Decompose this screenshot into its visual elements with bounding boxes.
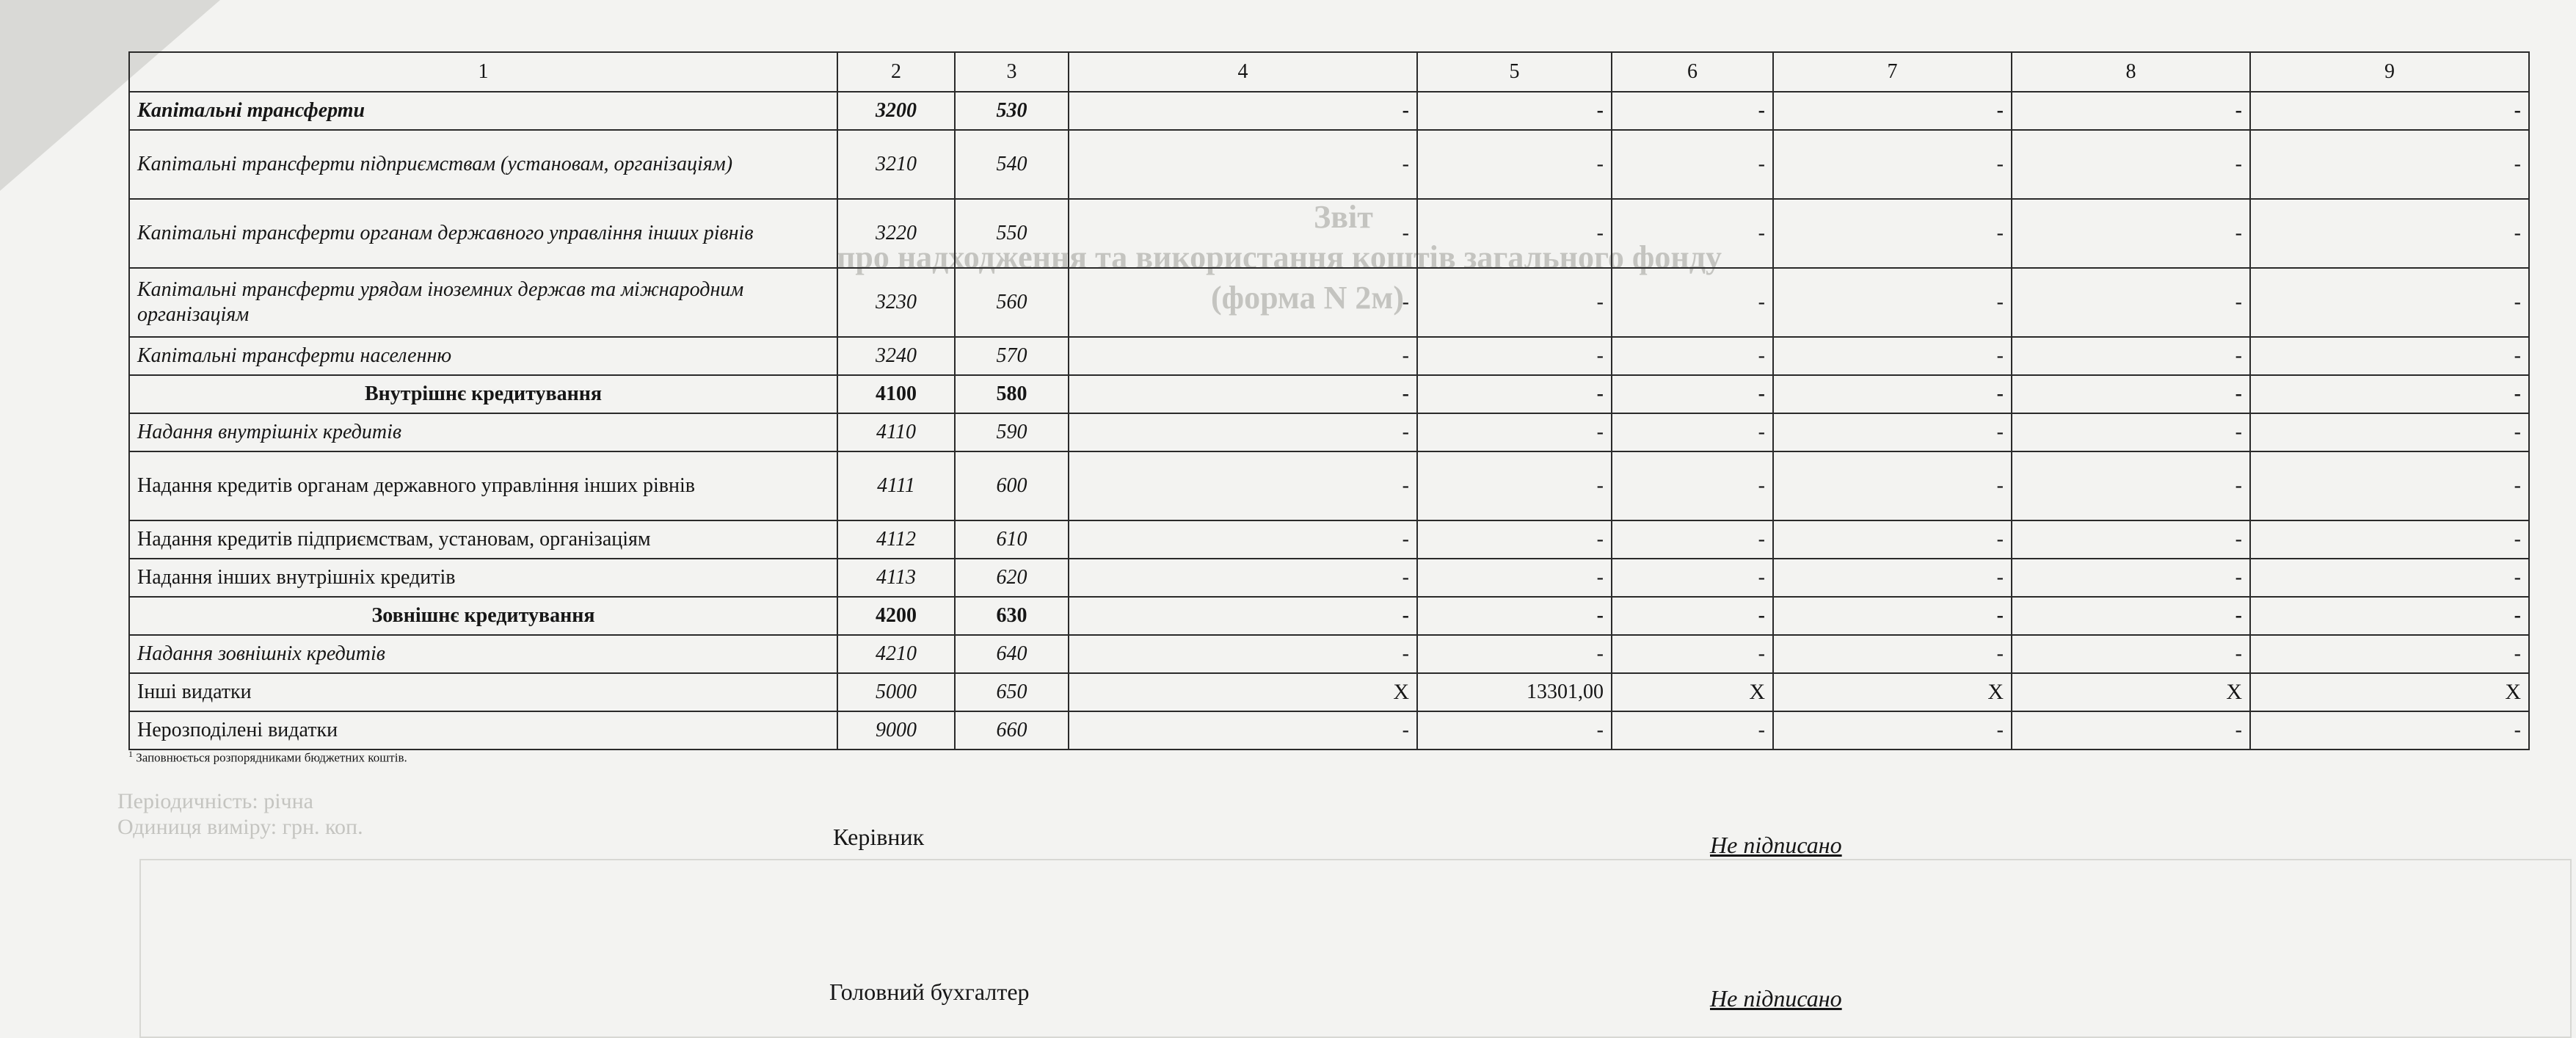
cell-col8: - [2012,451,2250,520]
row-kekv: 5000 [837,673,955,711]
cell-col9: - [2250,92,2529,130]
cell-col7: - [1773,711,2012,750]
row-code: 530 [955,92,1069,130]
row-name: Нерозподілені видатки [129,711,837,750]
cell-col4: - [1069,375,1417,413]
row-kekv: 4111 [837,451,955,520]
cell-col8: Х [2012,673,2250,711]
cell-col7: - [1773,337,2012,375]
table-row [129,130,2529,199]
cell-col4: - [1069,268,1417,337]
row-code: 570 [955,337,1069,375]
cell-col4: - [1069,451,1417,520]
cell-col4: - [1069,559,1417,597]
row-name: Надання внутрішніх кредитів [129,413,837,451]
cell-col9: - [2250,635,2529,673]
row-kekv: 3230 [837,268,955,337]
cell-col5: - [1417,711,1612,750]
cell-col6: - [1612,635,1773,673]
table-row [129,337,2529,375]
background-ghost-title: Звіт [1314,199,1373,235]
cell-col4: - [1069,337,1417,375]
cell-col6: - [1612,199,1773,268]
background-ghost-period: Періодичність: річна [117,789,313,813]
cell-col5: - [1417,375,1612,413]
cell-col7: - [1773,597,2012,635]
cell-col8: - [2012,268,2250,337]
cell-col9: - [2250,375,2529,413]
footnote-text: Заповнюється розпорядниками бюджетних коштів. [136,750,407,765]
cell-col9: - [2250,559,2529,597]
cell-col9: - [2250,711,2529,750]
table-row [129,597,2529,635]
col-header-6: 6 [1612,52,1773,92]
cell-col5: - [1417,520,1612,559]
cell-col4: - [1069,199,1417,268]
row-name: Зовнішнє кредитування [129,597,837,635]
table-row [129,673,2529,711]
cell-col6: - [1612,520,1773,559]
cell-col9: - [2250,451,2529,520]
cell-col4: - [1069,520,1417,559]
cell-col6: - [1612,337,1773,375]
table-row [129,268,2529,337]
row-kekv: 3240 [837,337,955,375]
row-kekv: 4100 [837,375,955,413]
cell-col8: - [2012,559,2250,597]
cell-col7: Х [1773,673,2012,711]
cell-col6: - [1612,559,1773,597]
row-code: 660 [955,711,1069,750]
col-header-3: 3 [955,52,1069,92]
cell-col9: - [2250,130,2529,199]
row-name: Надання зовнішніх кредитів [129,635,837,673]
table-row [129,711,2529,750]
cell-col9: - [2250,199,2529,268]
table-row [129,559,2529,597]
row-code: 540 [955,130,1069,199]
cell-col7: - [1773,520,2012,559]
cell-col7: - [1773,413,2012,451]
row-name: Капітальні трансферти населенню [129,337,837,375]
background-ghost-form: (форма N 2м) [1211,280,1404,316]
cell-col6: - [1612,92,1773,130]
cell-col8: - [2012,199,2250,268]
row-code: 650 [955,673,1069,711]
cell-col6: - [1612,375,1773,413]
cell-col9: - [2250,597,2529,635]
col-header-7: 7 [1773,52,2012,92]
accountant-signature-status: Не підписано [1710,985,1842,1012]
cell-col6: - [1612,711,1773,750]
table-row [129,375,2529,413]
cell-col8: - [2012,520,2250,559]
cell-col6: Х [1612,673,1773,711]
cell-col5: - [1417,92,1612,130]
cell-col5: 13301,00 [1417,673,1612,711]
cell-col7: - [1773,451,2012,520]
background-ghost-table [139,859,2572,1038]
table-header-row [129,52,2529,92]
cell-col8: - [2012,130,2250,199]
cell-col5: - [1417,337,1612,375]
cell-col5: - [1417,597,1612,635]
row-kekv: 9000 [837,711,955,750]
cell-col9: - [2250,337,2529,375]
table-row [129,451,2529,520]
head-signature-label: Керівник [833,824,925,850]
row-kekv: 3200 [837,92,955,130]
accountant-signature-label: Головний бухгалтер [829,979,1030,1005]
cell-col8: - [2012,337,2250,375]
cell-col7: - [1773,559,2012,597]
cell-col8: - [2012,413,2250,451]
cell-col8: - [2012,711,2250,750]
col-header-4: 4 [1069,52,1417,92]
cell-col4: - [1069,597,1417,635]
background-ghost-unit: Одиниця виміру: грн. коп. [117,815,363,839]
row-name: Надання інших внутрішніх кредитів [129,559,837,597]
cell-col9: Х [2250,673,2529,711]
row-kekv: 4210 [837,635,955,673]
row-name: Надання кредитів органам державного управління інших рівнів [129,451,837,520]
row-kekv: 4110 [837,413,955,451]
row-code: 580 [955,375,1069,413]
row-code: 560 [955,268,1069,337]
footnote-mark: 1 [128,749,133,759]
cell-col7: - [1773,635,2012,673]
row-code: 620 [955,559,1069,597]
background-ghost-subtitle: про надходження та використання коштів загального фонду [837,239,1722,275]
cell-col7: - [1773,92,2012,130]
cell-col9: - [2250,268,2529,337]
cell-col7: - [1773,375,2012,413]
table-row [129,520,2529,559]
cell-col5: - [1417,199,1612,268]
cell-col5: - [1417,635,1612,673]
row-name: Капітальні трансферти органам державного управління інших рівнів [129,199,837,268]
row-kekv: 4113 [837,559,955,597]
cell-col7: - [1773,268,2012,337]
cell-col8: - [2012,375,2250,413]
cell-col5: - [1417,451,1612,520]
table-row [129,413,2529,451]
row-name: Внутрішнє кредитування [129,375,837,413]
cell-col4: - [1069,413,1417,451]
row-name: Капітальні трансферти урядам іноземних держав та міжнародним організаціям [129,268,837,337]
cell-col8: - [2012,635,2250,673]
row-name: Надання кредитів підприємствам, установам, організаціям [129,520,837,559]
row-name: Капітальні трансферти [129,92,837,130]
row-code: 640 [955,635,1069,673]
col-header-1: 1 [129,52,837,92]
cell-col5: - [1417,130,1612,199]
row-code: 550 [955,199,1069,268]
cell-col7: - [1773,130,2012,199]
cell-col4: - [1069,635,1417,673]
cell-col4: Х [1069,673,1417,711]
cell-col5: - [1417,268,1612,337]
head-signature-status: Не підписано [1710,832,1842,858]
cell-col4: - [1069,130,1417,199]
cell-col8: - [2012,92,2250,130]
col-header-9: 9 [2250,52,2529,92]
row-name: Капітальні трансферти підприємствам (установам, організаціям) [129,130,837,199]
cell-col6: - [1612,413,1773,451]
row-code: 610 [955,520,1069,559]
cell-col6: - [1612,130,1773,199]
cell-col6: - [1612,451,1773,520]
col-header-8: 8 [2012,52,2250,92]
row-kekv: 4200 [837,597,955,635]
col-header-5: 5 [1417,52,1612,92]
row-kekv: 4112 [837,520,955,559]
cell-col6: - [1612,597,1773,635]
cell-col4: - [1069,711,1417,750]
cell-col5: - [1417,559,1612,597]
cell-col9: - [2250,520,2529,559]
cell-col6: - [1612,268,1773,337]
row-name: Інші видатки [129,673,837,711]
cell-col5: - [1417,413,1612,451]
table-row [129,199,2529,268]
row-code: 590 [955,413,1069,451]
col-header-2: 2 [837,52,955,92]
cell-col4: - [1069,92,1417,130]
cell-col7: - [1773,199,2012,268]
cell-col9: - [2250,413,2529,451]
footnote [128,749,407,766]
cell-col8: - [2012,597,2250,635]
row-code: 630 [955,597,1069,635]
expenditure-table [128,51,2530,750]
row-kekv: 3220 [837,199,955,268]
table-row [129,635,2529,673]
row-kekv: 3210 [837,130,955,199]
row-code: 600 [955,451,1069,520]
table-row [129,92,2529,130]
